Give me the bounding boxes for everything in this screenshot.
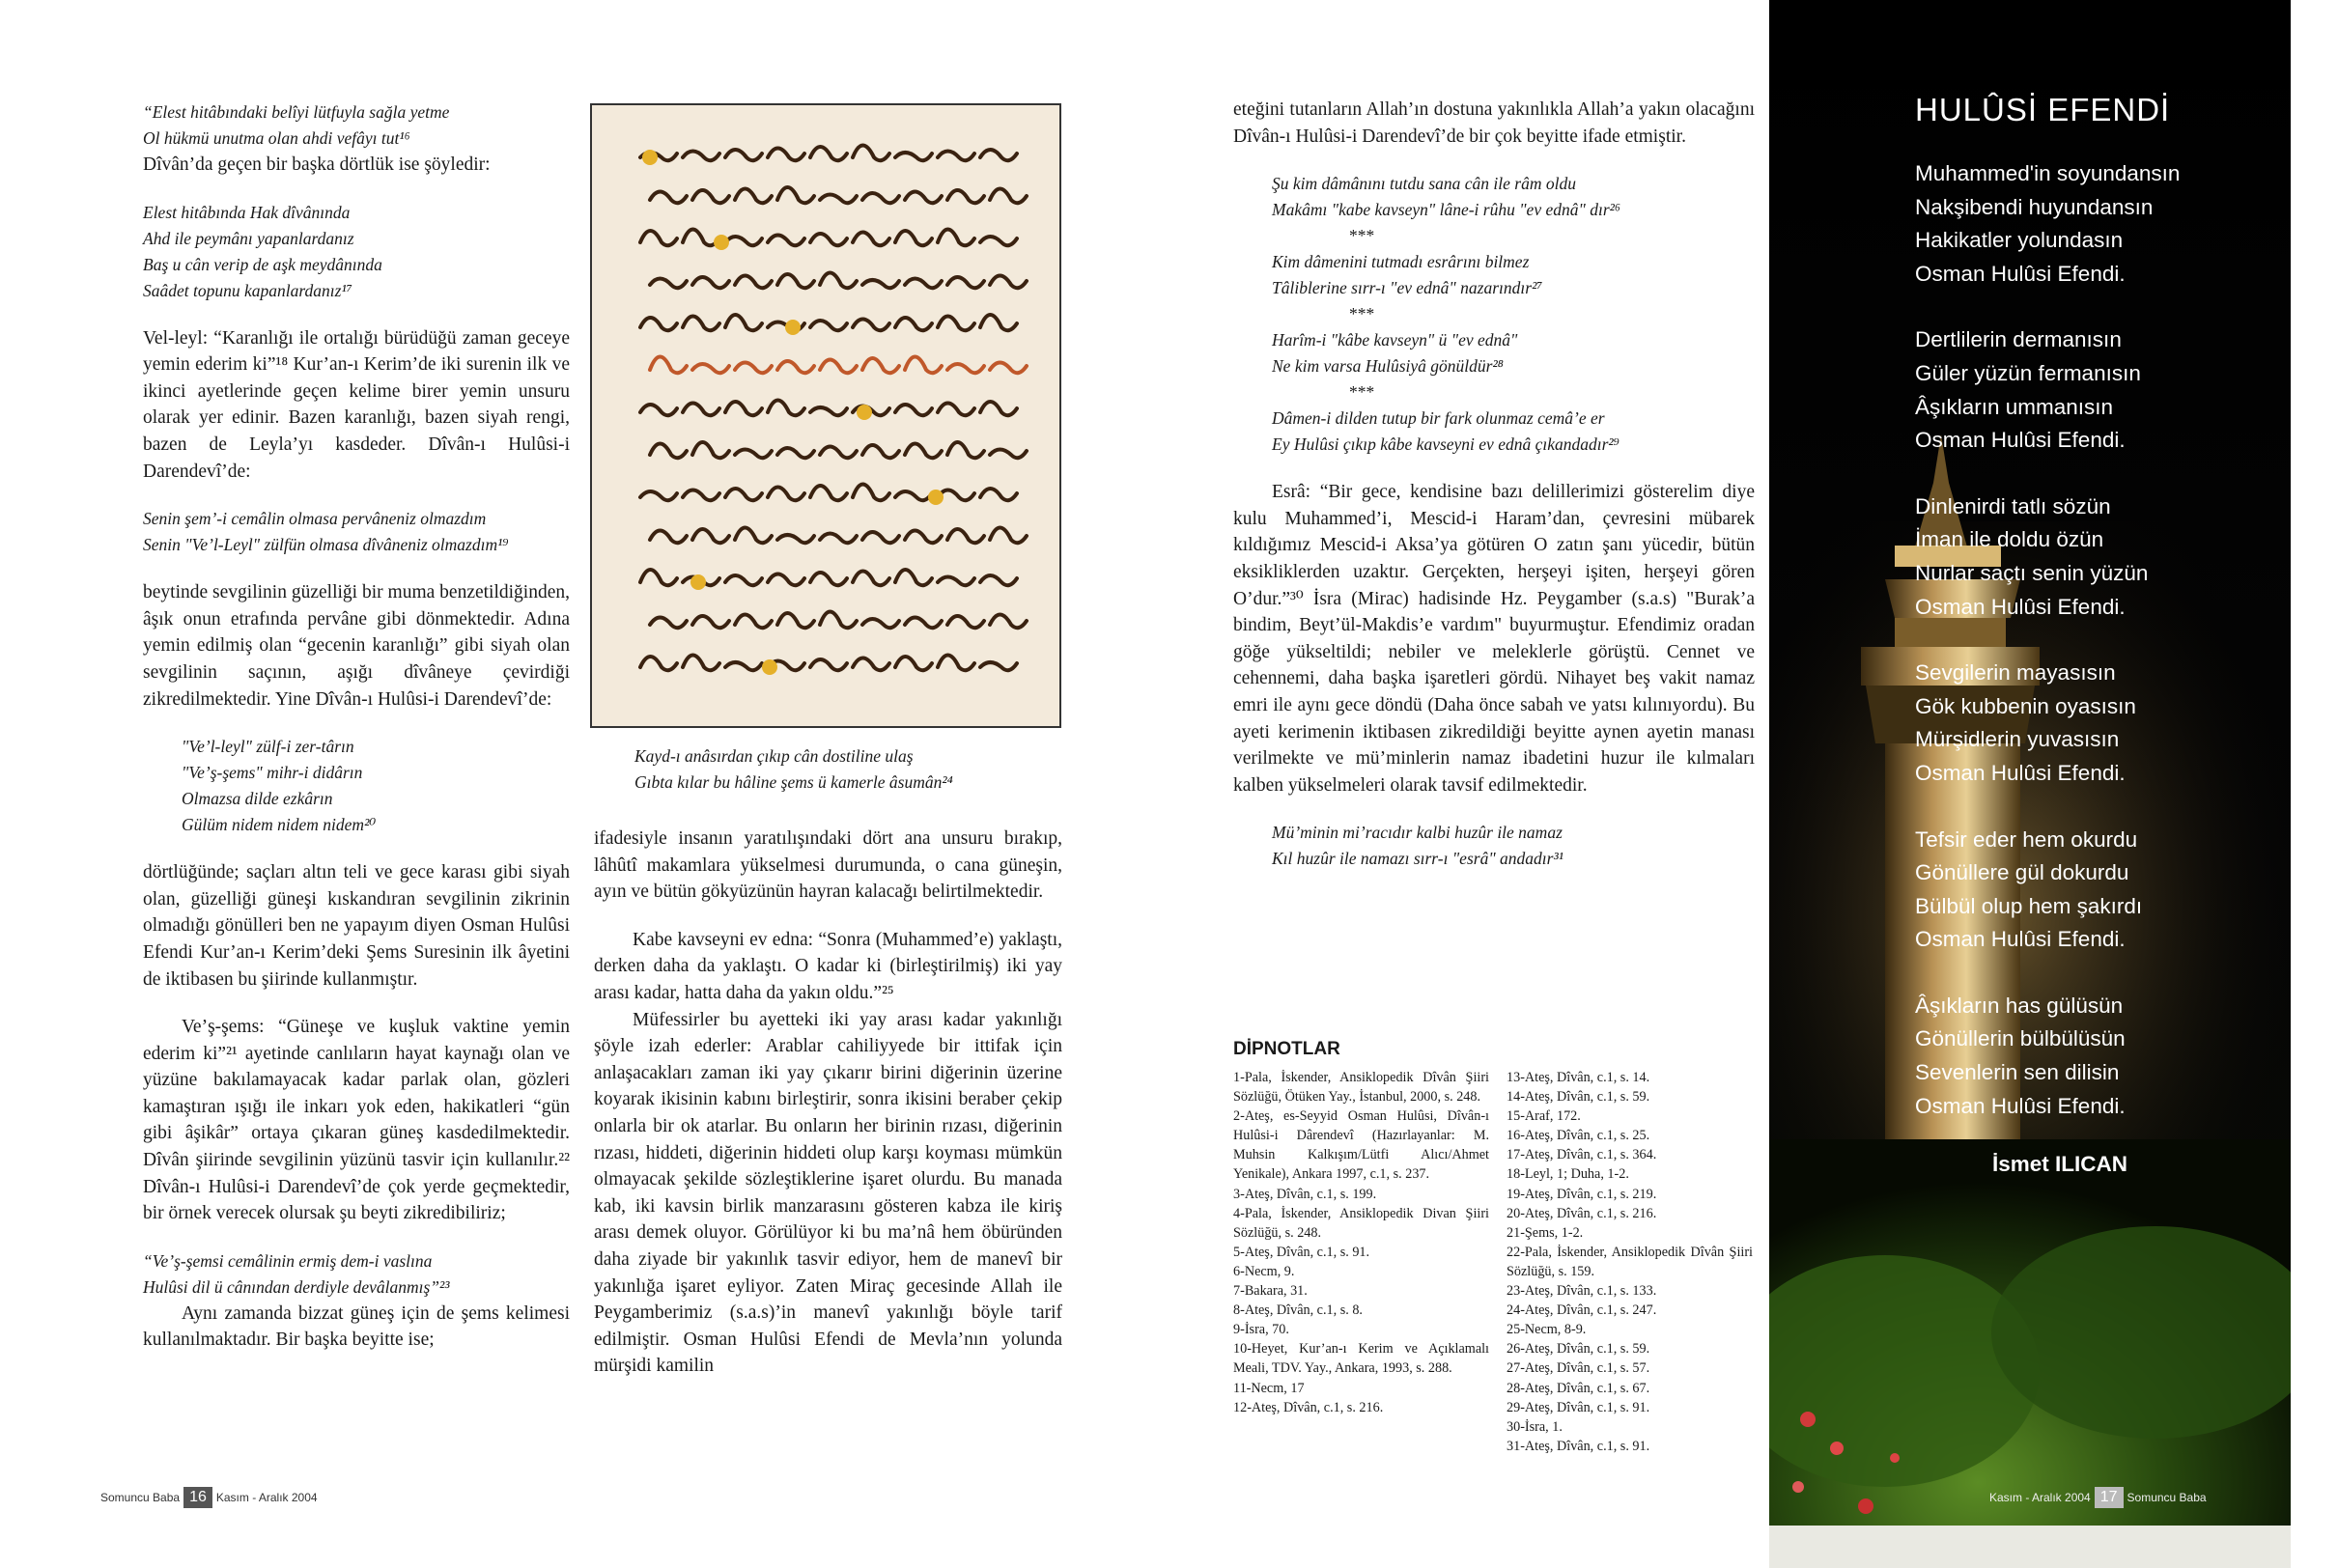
verse-line: Gülüm nidem nidem nidem²⁰ [182,815,377,835]
poem-title: HULÛSİ EFENDİ [1915,92,2171,127]
footer-magazine: Somuncu Baba [2127,1491,2207,1504]
footnote: 20-Ateş, Dîvân, c.1, s. 216. [1507,1205,1657,1221]
footnote: 31-Ateş, Dîvân, c.1, s. 91. [1507,1438,1650,1454]
poem-line: Nakşibendi huyundansın [1915,194,2154,219]
poem-line: Sevenlerin sen dilisin [1915,1060,2120,1085]
footnote: 18-Leyl, 1; Duha, 1-2. [1507,1166,1629,1183]
paragraph: Aynı zamanda bizzat güneş için de şems kelimesi kullanılmaktadır. Bir başka beyitte ise; [143,1302,570,1351]
footnotes-column-1 [1233,1068,1489,1417]
footnote: 16-Ateş, Dîvân, c.1, s. 25. [1507,1128,1650,1144]
poem-line: Osman Hulûsi Efendi. [1915,760,2126,785]
poem-line: Bülbül olup hem şakırdı [1915,893,2143,918]
footnote: 30-İsra, 1. [1507,1418,1563,1435]
poem-line: İman ile doldu özün [1915,527,2104,552]
poem-stanza [1915,157,2282,291]
poem-line: Mürşidlerin yuvasısın [1915,727,2120,752]
poem-author: İsmet ILICAN [1992,1152,2128,1177]
gold-ornament [785,320,801,335]
footnote: 2-Ateş, es-Seyyid Osman Hulûsi, Dîvân-ı Hulûsi-i Dârendevî (Hazırlayanlar: M. Muhsin Kalkışım/Lütfi Alıcı/Ahmet Yenikale), Ankara 1997, c.1, s. 237. [1233,1108,1489,1183]
gold-ornament [714,235,729,250]
poem-line: Tefsir eder hem okurdu [1915,826,2138,852]
paragraph: Ve’ş-şems: “Güneşe ve kuşluk vaktine yemin ederim ki”²¹ ayetinde canlıların hayat kaynağı olan ve yüzüne bakılamayacak kadar parlak olan, gözleri kamaştıran ışığı ile inkarı yok eden, hakikatleri “gün gibi âşikâr” ortaya çıkaran güneş kasdedilmektedir. Dîvân şiirinde sevgilinin yüzünü tasvir için kullanılır.²² Dîvân-ı Hulûsi-i Darendevî’de çok yerde geçmektedir, bir örnek verecek olursak şu beyti zikredibiliriz; [143,1017,570,1224]
verse-line: Ne kim varsa Hulûsiyâ gönüldür²⁸ [1272,356,1504,377]
footer-issue: Kasım - Aralık 2004 [1989,1491,2091,1504]
footer-issue: Kasım - Aralık 2004 [215,1491,318,1504]
footnote: 6-Necm, 9. [1233,1263,1295,1279]
verse-line: *** [1349,226,1375,246]
spacer [143,179,570,200]
poem-line: Gönüllere gül dokurdu [1915,860,2129,885]
footnotes-column-2 [1507,1068,1753,1456]
spacer [1233,150,1755,171]
footer-left [100,1487,318,1508]
footnote: 1-Pala, İskender, Ansiklopedik Dîvân Şiiri Sözlüğü, Ötüken Yay., İstanbul, 2000, s. 248. [1233,1070,1489,1106]
footnote: 3-Ateş, Dîvân, c.1, s. 199. [1233,1186,1377,1202]
verse-line: Senin şem’-i cemâlin olmasa pervâneniz olmazdım [143,509,487,529]
paragraph: Müfessirler bu ayetteki iki yay arası kadar yakınlığı şöyle izah ederler: Arablar cahiliyyede bir ittifak için anlaşacakları zaman iki yay çıkarır birini diğerinin üzerine koyarak ikisinin kabını birleştirir, sonra ikisini beraber çekip onlarla bir ok atarlar. Bu onların her birinin rızası, diğerinin rızası, hiddeti, diğerinin hiddeti olup karşı koyması mümkün olmayacak şekilde sözleştiklerine işaret olurdu. Bu manada kab, iki kavsin birlik manzarasını gösteren kabza ile kiriş arası demek oluyor. Görülüyor ki bu ma’nâ hem öbüründen daha ziyade bir yakınlık tasvir ediyor, hem de manevî bir yakınlığa işaret eyliyor. Zaten Miraç gecesinde Allah ile Peygamberimiz (s.a.s)’in manevî yakınlığı böyle tarif edilmiştir. Osman Hulûsi Efendi de Mevla’nın yolunda mürşidi kamilin [594,1009,1062,1377]
poem-line: Osman Hulûsi Efendi. [1915,927,2126,952]
footnote: 7-Bakara, 31. [1233,1283,1308,1300]
paragraph: Kabe kavseyni ev edna: “Sonra (Muhammed’e) yaklaştı, derken daha da yaklaştı. O kadar ki (birleştirilmiş) iki yay arası kadar, hatta daha da yakın oldu.”²⁵ [594,929,1062,1003]
poem-stanzas [1915,157,2282,1123]
page-number: 16 [183,1487,212,1508]
verse-line: Ahd ile peymânı yapanlardanız [143,228,354,248]
spacer [143,1227,570,1248]
spacer [143,713,570,734]
footnote: 23-Ateş, Dîvân, c.1, s. 133. [1507,1283,1657,1300]
page-number: 17 [2095,1487,2124,1508]
paragraph: beytinde sevgilinin güzelliği bir muma benzetildiğinden, âşık onun etrafında pervâne gibi dönmektedir. Adına yemin edilmiş olan “gecenin karanlığı” gibi siyah olan sevgilinin saçının, aşığı dîvâneye çevirdiği zikredilmektedir. Yine Dîvân-ı Hulûsi-i Darendevî’de: [143,582,570,710]
footnote: 24-Ateş, Dîvân, c.1, s. 247. [1507,1302,1657,1319]
left-column-1 [143,99,570,1354]
footnotes-title: DİPNOTLAR [1233,1039,1340,1059]
spacer [1233,458,1755,479]
footnote: 28-Ateş, Dîvân, c.1, s. 67. [1507,1380,1650,1396]
paragraph: Dîvân’da geçen bir başka dörtlük ise şöyledir: [143,154,491,175]
poem-line: Sevgilerin mayasısın [1915,660,2116,686]
poem-line: Âşıkların ummanısın [1915,394,2114,419]
verse-line: Tâliblerine sırr-ı "ev ednâ" nazarındır²⁷ [1272,278,1543,298]
poem-stanza [1915,824,2282,957]
verse-line: “Elest hitâbındaki belîyi lütfuyla sağla yetme [143,102,450,122]
footnote: 27-Ateş, Dîvân, c.1, s. 57. [1507,1360,1650,1377]
verse-line: Ey Hulûsi çıkıp kâbe kavseyni ev ednâ çıkandadır²⁹ [1272,434,1620,455]
poem-line: Osman Hulûsi Efendi. [1915,261,2126,286]
verse-line: Baş u cân verip de aşk meydânında [143,254,382,274]
calligraphy-illustration [592,105,1061,728]
paragraph: Esrâ: “Bir gece, kendisine bazı delillerimizi gösterelim diye kulu Muhammed’i, Mescid-i Haram’dan, çevresini mübarek kıldığımız Mescid-i Aksa’ya götüren O zatın şanı yücedir, bütün eksikliklerden uzaktır. Gerçekten, herşeyi işiten, herşeyi gören O’dur.”³⁰ İsra (Mirac) hadisinde Hz. Peygamber (s.a.s) "Burak’a bindim, Beyt’ül-Makdis’e vardım" buyurmuştur. Efendimiz oradan göğe yükseltildi; nebiler ve meleklerle görüştü. Cennet ve cehennemi, daha başka işaretleri gördü. Nihayet beş vakit namaz emri ile aynı gece döndü (Daha önce sabah ve yatsı kılınıyordu). Bu ayeti kerimenin iktibasen zikredildiği beyitte aynen ayetin manası verilmekte ve mü’minlerin namaz ibadetini huzur ile kılmaları kalben yükselmeleri olarak tavsif edilmektedir. [1233,482,1755,796]
footnote: 29-Ateş, Dîvân, c.1, s. 91. [1507,1399,1650,1415]
paragraph: eteğini tutanların Allah’ın dostuna yakınlıkla Allah’a yakın olacağını Dîvân-ı Hulûsi-i Darendevî’de bir çok beyitte ifade etmiştir. [1233,99,1755,147]
footnote: 4-Pala, İskender, Ansiklopedik Divan Şiiri Sözlüğü, s. 248. [1233,1205,1489,1241]
poem-line: Osman Hulûsi Efendi. [1915,428,2126,453]
gold-ornament [690,574,706,590]
spacer [143,993,570,1014]
spacer [143,304,570,325]
footnote: 14-Ateş, Dîvân, c.1, s. 59. [1507,1089,1650,1106]
poem-line: Nurlar saçtı senin yüzün [1915,560,2149,585]
poem-stanza [1915,657,2282,790]
page-margin [2291,0,2338,1568]
footnote: 13-Ateş, Dîvân, c.1, s. 14. [1507,1070,1650,1085]
verse-line: *** [1349,304,1375,324]
footer-magazine: Somuncu Baba [100,1491,181,1504]
footnote: 21-Şems, 1-2. [1507,1224,1584,1241]
verse-line: Şu kim dâmânını tutdu sana cân ile râm oldu [1272,174,1576,194]
gold-ornament [642,150,658,165]
poem-line: Gönüllerin bülbülüsün [1915,1026,2126,1051]
verse-line: Kim dâmenini tutmadı esrârını bilmez [1272,252,1530,272]
poem-stanza [1915,323,2282,457]
gold-ornament [857,405,872,420]
poem-line: Âşıkların has gülüsün [1915,993,2124,1018]
verse-line: Senin "Ve’l-Leyl" zülfün olmasa dîvâneniz olmazdım¹⁹ [143,535,509,555]
poem-line: Dinlenirdi tatlı sözün [1915,493,2111,518]
verse-line: Kıl huzûr ile namazı sırr-ı "esrâ" andadır³¹ [1272,849,1563,869]
verse-line: Saâdet topunu kapanlardanız¹⁷ [143,280,352,300]
poem-line: Hakikatler yolundasın [1915,228,2124,253]
footnote: 12-Ateş, Dîvân, c.1, s. 216. [1233,1399,1384,1415]
poem-line: Dertlilerin dermanısın [1915,327,2122,352]
verse-line: Dâmen-i dilden tutup bir fark olunmaz cemâ’e er [1272,408,1605,429]
footnote: 22-Pala, İskender, Ansiklopedik Dîvân Şiiri Sözlüğü, s. 159. [1507,1244,1753,1279]
poem-block [1915,92,2282,1177]
footnote: 15-Araf, 172. [1507,1108,1581,1125]
verse-line: Mü’minin mi’racıdır kalbi huzûr ile namaz [1272,823,1563,843]
manuscript-image [590,103,1061,728]
poem-line: Güler yüzün fermanısın [1915,360,2141,385]
spacer [143,838,570,859]
poem-line: Gök kubbenin oyasısın [1915,693,2136,718]
poem-line: Muhammed'in soyundansın [1915,161,2181,185]
verse-line: “Ve’ş-şemsi cemâlinin ermiş dem-i vaslına [143,1250,433,1271]
verse-line: Olmazsa dilde ezkârın [182,789,333,809]
footnote: 26-Ateş, Dîvân, c.1, s. 59. [1507,1341,1650,1358]
poem-line: Osman Hulûsi Efendi. [1915,594,2126,619]
footnote: 5-Ateş, Dîvân, c.1, s. 91. [1233,1244,1370,1260]
footnote: 9-İsra, 70. [1233,1322,1289,1338]
poem-stanza [1915,490,2282,624]
verse-line: Makâmı "kabe kavseyn" lâne-i rûhu "ev ednâ" dır²⁶ [1272,200,1620,220]
verse-line: Harîm-i "kâbe kavseyn" ü "ev ednâ" [1272,330,1518,350]
footnote: 10-Heyet, Kur’an-ı Kerim ve Açıklamalı Meali, TDV. Yay., Ankara, 1993, s. 288. [1233,1341,1489,1377]
caption-line: Kayd-ı anâsırdan çıkıp cân dostiline ulaş [634,746,914,766]
footnote: 8-Ateş, Dîvân, c.1, s. 8. [1233,1302,1363,1319]
gold-ornament [762,659,777,675]
poem-stanza [1915,990,2282,1123]
left-column-2 [594,826,1062,1380]
verse-line: Elest hitâbında Hak dîvânında [143,202,351,222]
footer-right [1989,1487,2207,1508]
right-column-1 [1233,97,1755,872]
spacer [594,906,1062,927]
verse-line: "Ve’l-leyl" zülf-i zer-târın [182,737,354,757]
manuscript-caption [634,743,1059,796]
paragraph: Vel-leyl: “Karanlığı ile ortalığı bürüdüğü zaman geceye yemin ederim ki”¹⁸ Kur’an-ı Kerim’de iki surenin ilk ve ikinci ayetlerinde geçen kelime birer yemin unsuru olarak yer edinir. Bazen karanlığı, bazen siyah rengi, bazen de Leyla’yı kasdeder. Dîvân-ı Hulûsi-i Darendevî’de: [143,327,570,482]
footnote: 19-Ateş, Dîvân, c.1, s. 219. [1507,1186,1657,1202]
verse-line: "Ve’ş-şems" mihr-i didârın [182,763,363,783]
footnote: 25-Necm, 8-9. [1507,1322,1587,1338]
paragraph: ifadesiyle insanın yaratılışındaki dört ana unsuru bırakıp, lâhûtî makamlara yükselmesi durumunda, o cana güneşin, ayın ve bütün gökyüzünün hayran kalacağı belirtilmektedir. [594,828,1062,903]
verse-line: Ol hükmü unutma olan ahdi vefâyı tut¹⁶ [143,128,410,148]
poem-line: Osman Hulûsi Efendi. [1915,1093,2126,1118]
footnote: 17-Ateş, Dîvân, c.1, s. 364. [1507,1147,1657,1163]
verse-line: *** [1349,382,1375,403]
verse-line: Hulûsi dil ü cânından derdiyle devâlanmış”²³ [143,1276,450,1297]
spacer [1233,798,1755,820]
spacer [143,485,570,506]
footnote: 11-Necm, 17 [1233,1380,1305,1396]
spacer [143,558,570,579]
paragraph: dörtlüğünde; saçları altın teli ve gece karası gibi siyah olan, güzelliği güneşi kıskandıran sevgilinin zikrinin olmadığı gönülleri ben ne yapayım diyen Osman Hulûsi Efendi Kur’an-ı Kerim’deki Şems Suresinin ilk âyetini de iktibasen bu şiirinde kullanmıştır. [143,862,570,990]
gold-ornament [928,490,944,505]
caption-line: Gıbta kılar bu hâline şems ü kamerle âsumân²⁴ [634,772,953,792]
